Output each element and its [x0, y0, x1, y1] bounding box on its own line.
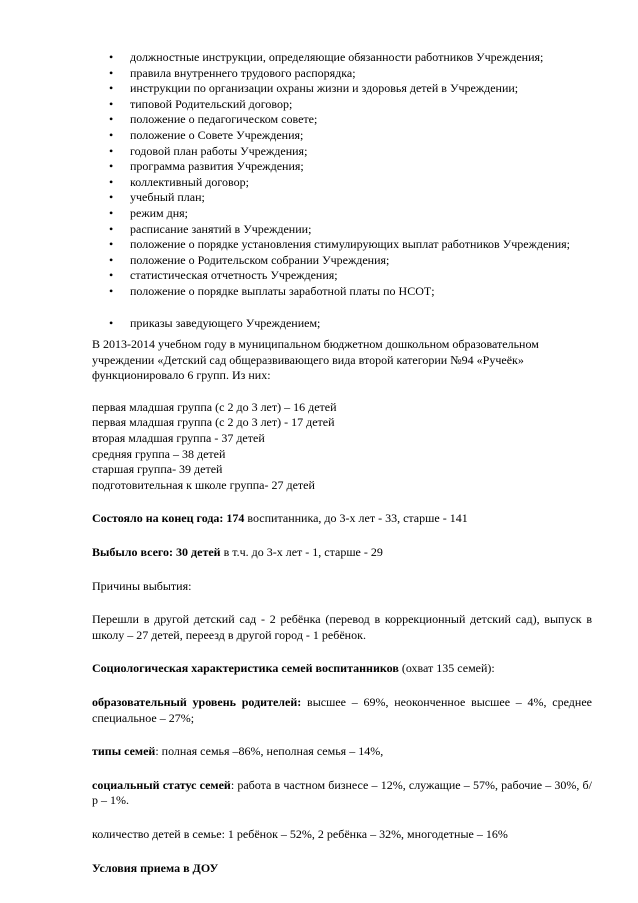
admission-title: Условия приема в ДОУ	[92, 860, 219, 875]
social-status-paragraph	[92, 778, 592, 809]
children-count-line: количество детей в семье: 1 ребёнок – 52%, 2 ребёнка – 32%, многодетные – 16%	[92, 826, 508, 841]
admission-heading	[92, 861, 592, 877]
list-item: • режим дня;	[92, 206, 592, 222]
list-item: • инструкции по организации охраны жизни и здоровья детей в Учреждении;	[92, 81, 592, 97]
left-line	[92, 545, 592, 561]
group-line: старшая группа- 39 детей	[92, 462, 223, 477]
end-of-year-line	[92, 511, 592, 527]
list-item: • положение о порядке установления стимулирующих выплат работников Учреждения;	[92, 237, 592, 253]
list-item: • приказы заведующего Учреждением;	[92, 316, 592, 332]
list-item: • годовой план работы Учреждения;	[92, 144, 592, 160]
group-line: средняя группа – 38 детей	[92, 446, 226, 461]
family-types-label: типы семей	[92, 744, 156, 759]
family-types-text: : полная семья –86%, неполная семья – 14%,	[155, 744, 384, 759]
socio-heading	[92, 661, 592, 677]
end-of-year-label: Состояло на конец года: 174	[92, 511, 245, 526]
education-paragraph	[92, 695, 592, 726]
list-item: • положение о педагогическом совете;	[92, 112, 592, 128]
list-item: • расписание занятий в Учреждении;	[92, 222, 592, 238]
social-status-label: социальный статус семей	[92, 777, 231, 792]
list-item: • должностные инструкции, определяющие обязанности работников Учреждения;	[92, 50, 592, 66]
reasons-title: Причины выбытия:	[92, 578, 192, 593]
education-text: высшее – 69%, неоконченное высшее – 4%, среднее специальное – 27%;	[92, 695, 592, 725]
groups-list	[92, 400, 592, 494]
documents-bullet-list	[92, 50, 592, 331]
list-item: • типовой Родительский договор;	[92, 97, 592, 113]
socio-label: Социологическая характеристика семей воспитанников	[92, 661, 399, 676]
group-line: подготовительная к школе группа- 27 детей	[92, 477, 315, 492]
document-body	[92, 50, 592, 876]
group-line: первая младшая группа (с 2 до 3 лет) - 17 детей	[92, 415, 335, 430]
family-types-line	[92, 744, 592, 760]
education-label: образовательный уровень родителей:	[92, 695, 302, 709]
list-item: • положение о Родительском собрании Учреждения;	[92, 253, 592, 269]
socio-text: (охват 135 семей):	[398, 661, 495, 676]
reasons-paragraph: Перешли в другой детский сад - 2 ребёнка (перевод в коррекционный детский сад), выпуск в школу – 27 детей, переезд в другой город - 1 ребёнок.	[92, 612, 592, 642]
intro-paragraph: В 2013-2014 учебном году в муниципальном бюджетном дошкольном образовательном учреждении «Детский сад общеразвивающего вида второй категории №94 «Ручеёк» функционировало 6 групп. Из них:	[92, 337, 539, 383]
list-item: • правила внутреннего трудового распорядка;	[92, 66, 592, 82]
list-item: • коллективный договор;	[92, 175, 592, 191]
left-text: в т.ч. до 3-х лет - 1, старше - 29	[220, 545, 383, 560]
end-of-year-text: воспитанника, до 3-х лет - 33, старше - 141	[244, 511, 468, 526]
list-item: • учебный план;	[92, 190, 592, 206]
list-item: • положение о Совете Учреждения;	[92, 128, 592, 144]
list-item: • статистическая отчетность Учреждения;	[92, 268, 592, 284]
list-item: • программа развития Учреждения;	[92, 159, 592, 175]
left-label: Выбыло всего: 30 детей	[92, 545, 221, 560]
group-line: вторая младшая группа - 37 детей	[92, 431, 265, 446]
social-status-text: : работа в частном бизнесе – 12%, служащие – 57%, рабочие – 30%, б/р – 1%.	[92, 777, 592, 808]
list-item: • положение о порядке выплаты заработной платы по НСОТ;	[92, 284, 592, 300]
group-line: первая младшая группа (с 2 до 3 лет) – 16 детей	[92, 399, 337, 414]
